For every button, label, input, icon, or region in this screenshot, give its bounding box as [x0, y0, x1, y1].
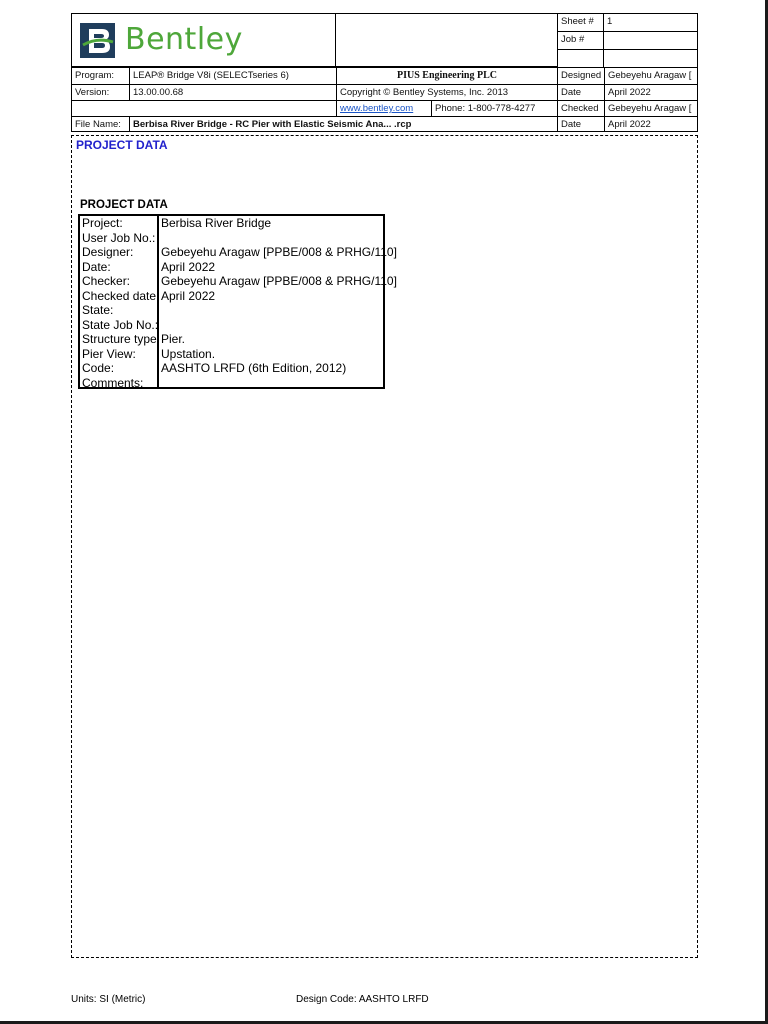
designed-label: Designed: [557, 67, 604, 84]
row-label: State Job No.:: [82, 317, 159, 332]
blank-value-cell: [604, 49, 698, 67]
program-value: LEAP® Bridge V8i (SELECTseries 6): [129, 67, 336, 84]
designed-value: Gebeyehu Aragaw [: [604, 67, 698, 84]
row-label: Checked date:: [82, 288, 160, 303]
blank-label-cell: [557, 49, 604, 67]
checked-value: Gebeyehu Aragaw [: [604, 100, 698, 116]
row-value: Gebeyehu Aragaw [PPBE/008 & PRHG/110]: [161, 274, 397, 288]
row-value: Berbisa River Bridge: [161, 216, 272, 230]
row-label: Structure type:: [82, 332, 161, 346]
row-label: Comments:: [82, 375, 144, 390]
date2-value: April 2022: [604, 116, 698, 132]
row-value: April 2022: [161, 288, 216, 303]
date-label: Date: [557, 84, 604, 100]
website-cell: [336, 100, 431, 116]
row-value: Pier.: [161, 332, 186, 346]
section-title: PROJECT DATA: [76, 138, 168, 152]
date-value: April 2022: [604, 84, 698, 100]
row-label: Date:: [82, 259, 111, 274]
filename-label: File Name:: [71, 116, 129, 132]
project-data-table: [78, 214, 397, 390]
row-label: Code:: [82, 361, 115, 375]
row-label: Checker:: [82, 274, 131, 288]
report-header: [71, 13, 698, 132]
bentley-b-icon: [80, 23, 115, 58]
version-value: 13.00.00.68: [129, 84, 336, 100]
checked-label: Checked: [557, 100, 604, 116]
sheet-value: 1: [604, 13, 698, 31]
header-blank-row: [71, 100, 336, 116]
program-label: Program:: [71, 67, 129, 84]
phone-text: Phone: 1-800-778-4277: [431, 100, 557, 116]
row-value: AASHTO LRFD (6th Edition, 2012): [161, 361, 347, 375]
bentley-logo: [71, 13, 336, 67]
job-label: Job #: [557, 31, 604, 49]
row-label: Pier View:: [82, 346, 136, 361]
logo-wordmark: Bentley: [125, 22, 243, 57]
row-value: April 2022: [161, 259, 216, 274]
company-name: PIUS Engineering PLC: [336, 67, 557, 84]
copyright-text: Copyright © Bentley Systems, Inc. 2013: [336, 84, 557, 100]
row-value: Upstation.: [161, 346, 216, 361]
date2-label: Date: [557, 116, 604, 132]
filename-value: Berbisa River Bridge - RC Pier with Elastic Seismic Ana... .rcp: [129, 116, 557, 132]
row-label: Designer:: [82, 245, 134, 259]
project-data-heading: PROJECT DATA: [80, 199, 168, 211]
sheet-label: Sheet #: [557, 13, 604, 31]
row-label: Project:: [82, 216, 123, 230]
footer-design-code: Design Code: AASHTO LRFD: [296, 994, 429, 1005]
row-label: User Job No.:: [82, 230, 156, 245]
footer-units: Units: SI (Metric): [71, 994, 146, 1005]
website-link[interactable]: www.bentley.com: [340, 103, 414, 114]
job-value: [604, 31, 698, 49]
header-blank-area: [336, 13, 557, 67]
version-label: Version:: [71, 84, 129, 100]
row-value: Gebeyehu Aragaw [PPBE/008 & PRHG/110]: [161, 245, 397, 259]
row-label: State:: [82, 303, 114, 317]
